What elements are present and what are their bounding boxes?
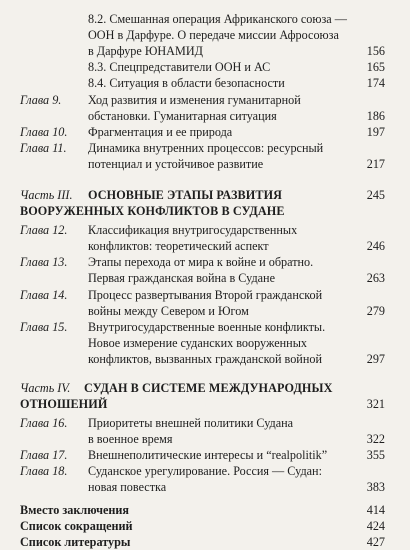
- toc-ch15-label: Глава 15.: [20, 320, 68, 334]
- toc-ch16-page: 322: [366, 432, 385, 446]
- toc-ch16-label: Глава 16.: [20, 416, 68, 430]
- toc-ch14-line1: Процесс развертывания Второй гражданской: [88, 288, 323, 302]
- toc-part3-line2: ВООРУЖЕННЫХ КОНФЛИКТОВ В СУДАНЕ: [20, 204, 285, 218]
- toc-ch15-line3: конфликтов, вызванных гражданской войной: [88, 352, 322, 366]
- toc-ch11-line1: Динамика внутренних процессов: ресурсный: [88, 141, 324, 155]
- toc-ch9-line2: обстановки. Гуманитарная ситуация: [88, 109, 277, 123]
- toc-ch9-line1: Ход развития и изменения гуманитарной: [88, 93, 301, 107]
- toc-part4-line1: СУДАН В СИСТЕМЕ МЕЖДУНАРОДНЫХ: [84, 381, 333, 395]
- toc-ch11-page: 217: [366, 157, 385, 171]
- toc-ch10-label: Глава 10.: [20, 125, 68, 139]
- toc-sub-8-4: 8.4. Ситуация в области безопасности: [88, 76, 285, 90]
- toc-ch12-label: Глава 12.: [20, 223, 68, 237]
- toc-abbreviations: Список сокращений: [20, 519, 133, 533]
- toc-sub-8-3: 8.3. Спецпредставители ООН и АС: [88, 60, 271, 74]
- toc-ch18-line1: Суданское урегулирование. Россия — Судан:: [88, 464, 322, 478]
- toc-literature-page: 427: [366, 535, 385, 549]
- toc-ch16-line1: Приоритеты внешней политики Судана: [88, 416, 294, 430]
- toc-ch11-line2: потенциал и устойчивое развитие: [88, 157, 264, 171]
- toc-ch9-label: Глава 9.: [20, 93, 62, 107]
- toc-ch15-line1: Внутригосударственные военные конфликты.: [88, 320, 326, 334]
- toc-part4-line2: ОТНОШЕНИЙ: [20, 397, 108, 411]
- toc-ch15-page: 297: [366, 352, 385, 366]
- toc-ch13-label: Глава 13.: [20, 255, 68, 269]
- toc-part3-label: Часть III.: [20, 188, 73, 202]
- toc-ch14-label: Глава 14.: [20, 288, 68, 302]
- toc-ch18-line2: новая повестка: [88, 480, 167, 494]
- toc-ch18-page: 383: [366, 480, 385, 494]
- toc-part3-line1: ОСНОВНЫЕ ЭТАПЫ РАЗВИТИЯ: [88, 188, 283, 202]
- toc-conclusion-page: 414: [366, 503, 385, 517]
- toc-ch18-label: Глава 18.: [20, 464, 68, 478]
- toc-ch17-text: Внешнеполитические интересы и “realpolitik”: [88, 448, 328, 462]
- toc-abbreviations-page: 424: [366, 519, 385, 533]
- toc-ch17-label: Глава 17.: [20, 448, 68, 462]
- toc-ch17-page: 355: [366, 448, 385, 462]
- toc-part4-label: Часть IV.: [20, 381, 71, 395]
- toc-ch13-line1: Этапы перехода от мира к войне и обратно.: [88, 255, 314, 269]
- toc-part3-page: 245: [366, 188, 385, 202]
- toc-ch11-label: Глава 11.: [20, 141, 67, 155]
- toc-ch13-line2: Первая гражданская война в Судане: [88, 271, 275, 285]
- toc-ch14-page: 279: [366, 304, 385, 318]
- toc-ch10-page: 197: [366, 125, 385, 139]
- toc-ch9-page: 186: [366, 109, 385, 123]
- toc-ch16-line2: в военное время: [88, 432, 173, 446]
- toc-conclusion: Вместо заключения: [20, 503, 129, 517]
- toc-ch12-page: 246: [366, 239, 385, 253]
- toc-sub-8-3-page: 165: [366, 60, 385, 74]
- toc-ch10-text: Фрагментация и ее природа: [88, 125, 233, 139]
- toc-ch12-line2: конфликтов: теоретический аспект: [88, 239, 269, 253]
- toc-ch13-page: 263: [366, 271, 385, 285]
- toc-literature: Список литературы: [20, 535, 131, 549]
- toc-sub-8-4-page: 174: [366, 76, 385, 90]
- toc-sub-8-2-line2: ООН в Дарфуре. О передаче миссии Афросоюза: [88, 28, 339, 42]
- toc-sub-8-2-line3: в Дарфуре ЮНАМИД: [88, 44, 203, 58]
- toc-ch12-line1: Классификация внутригосударственных: [88, 223, 298, 237]
- toc-ch15-line2: Новое измерение суданских вооруженных: [88, 336, 307, 350]
- toc-part4-page: 321: [366, 397, 385, 411]
- toc-sub-8-2-line1: 8.2. Смешанная операция Африканского союза —: [88, 12, 347, 26]
- toc-sub-8-2-page: 156: [366, 44, 385, 58]
- toc-ch14-line2: войны между Севером и Югом: [88, 304, 249, 318]
